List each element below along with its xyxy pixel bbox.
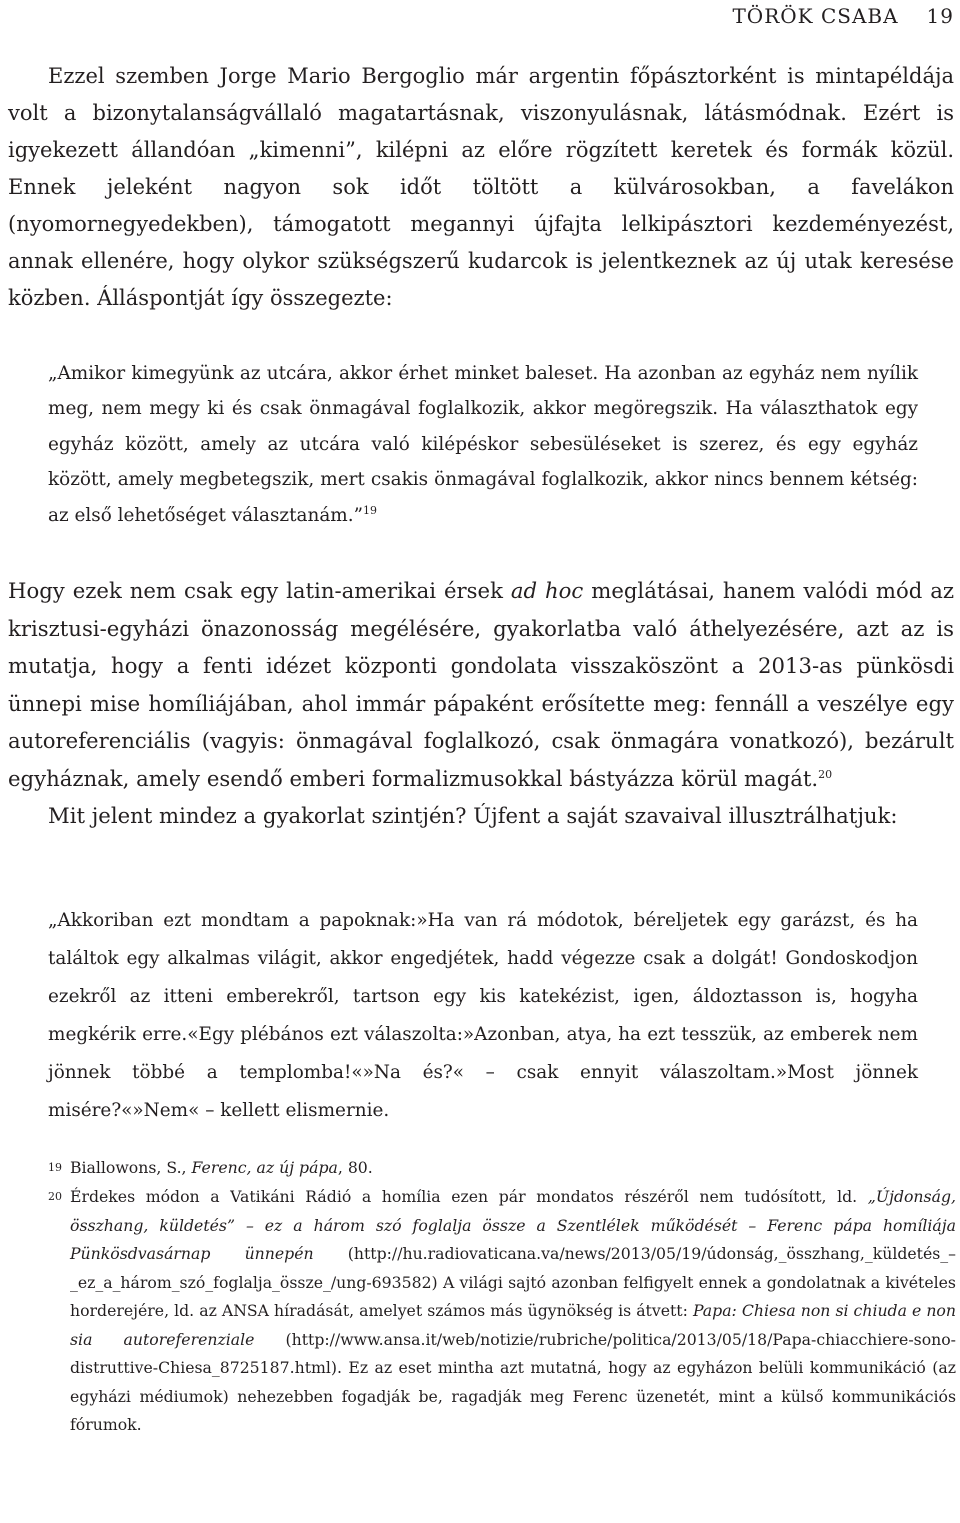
paragraph-2-text-a: Hogy ezek nem csak egy latin-amerikai érsek [8,578,511,603]
paragraph-1-text: Ezzel szemben Jorge Mario Bergoglio már argentin főpásztorként is mintapéldája volt a bizonytalanságvállaló magatartásnak, viszonyulásnak, látásmódnak. Ezért is igyekezett állandóan „kimenni”, kilépni az előre rögzített keretek és formák közül. Ennek jeleként nagyon sok időt töltött a külvárosokban, a favelákon (nyomornegyedekben), támogatott megannyi újfajta lelkipásztori kezdeményezést, annak ellenére, hogy olykor szükségszerű kudarcok is jelentkeznek az új utak keresése közben. Álláspontját így összegezte: [8,64,954,310]
footnote-19-body [70,1154,956,1183]
footnote-20-url1[interactable]: (http://hu.radiovaticana.va/news/2013/05/19/údonság,_összhang,_küldetés_–_ez_a_három_szó_foglalja_össze_/ung-693582) [70,1244,956,1292]
footnote-20-title-italic: „Újdonság, összhang, küldetés” – ez a három szó foglalja össze a Szentlélek működését – Ferenc pápa homíliája Pünkösdvasárnap ünnepén [70,1187,956,1263]
paragraph-2 [8,572,954,835]
block-quote-2 [48,902,918,1130]
footnote-20 [48,1183,956,1440]
paragraph-2-italic: ad hoc [510,578,584,603]
footnote-ref-19[interactable]: 19 [362,503,377,517]
footnote-ref-20[interactable]: 20 [818,767,833,781]
paragraph-1 [8,58,954,317]
footnote-20-number: 20 [48,1190,62,1203]
block-quote-2-text: „Akkoriban ezt mondtam a papoknak:»Ha van rá módotok, béreljetek egy garázst, és ha találtok egy alkalmas világit, akkor engedjétek, hadd végezze csak a dolgát! Gondoskodjon ezekről az itteni emberekről, tartson egy kis katekézist, igen, áldoztasson is, hogyha megkérik erre.«Egy plébános ezt válaszolta:»Azonban, atya, ha ezt tesszük, az emberek nem jönnek többé a templomba!«»Na és?« – csak ennyit válaszoltam.»Most jönnek misére?«»Nem« – kellett elismernie. [48,910,918,1121]
paragraph-3-text: Mit jelent mindez a gyakorlat szintjén? Újfent a saját szavaival illusztrálhatjuk: [48,803,898,828]
footnote-19-number: 19 [48,1161,62,1174]
block-quote-1-text: „Amikor kimegyünk az utcára, akkor érhet minket baleset. Ha azonban az egyház nem nyílik meg, nem megy ki és csak önmagával foglalkozik, akkor megöregszik. Ha választhatok egy egyház között, amely az utcára való kilépéskor sebesüléseket is szerez, és egy egyház között, amely megbetegszik, mert csakis önmagával foglalkozik, akkor nincs bennem kétség: az első lehetőséget választanám.” [48,363,918,526]
footnote-19-text-b: , 80. [337,1158,373,1177]
footnote-20-line2-b: (http://www.ansa.it/web/notizie/rubriche/politica/2013/05/18/Papa-chiacchiere-sono-distruttive-Chiesa_8725187.html). Ez az eset mintha azt mutatná, hogy az egyházon belüli kommunikáció (az egyházi médiumok) nehezebben fogadják be, ragadják meg Ferenc üzenetét, mint a külső kommunikációs fórumok. [70,1329,956,1434]
running-header-author: TÖRÖK CSABA [732,4,899,28]
footnote-20-line2-italic: Papa: Chiesa non si chiuda e non sia autoreferenziale [70,1301,956,1349]
footnote-20-line2-a: A világi sajtó azonban felfigyelt ennek a gondolatnak a kivételes horderejére, ld. az ANSA híradását, amelyet számos más ügynökség is átvett: [70,1272,956,1320]
footnote-20-line1: Érdekes módon a Vatikáni Rádió a homília ezen pár mondatos részéről nem tudósított, ld. [70,1187,858,1206]
block-quote-1 [48,356,918,533]
page-number: 19 [926,4,954,28]
running-header [732,4,954,28]
paragraph-2-text-b: meglátásai, hanem valódi mód az krisztusi-egyházi önazonosság megélésére, gyakorlatba való áthelyezésére, azt az is mutatja, hogy a fenti idézet központi gondolata visszaköszönt a 2013-as pünkösdi ünnepi mise homíliájában, ahol immár pápaként erősítette meg: fennáll a veszélye egy autoreferenciális (vagyis: önmagával foglalkozó, csak önmagára vonatkozó), bezárult egyháznak, amely esendő emberi formalizmusokkal bástyázza körül magát. [8,578,955,791]
footnote-19-text-a: Biallowons, S., [70,1158,192,1177]
footnote-20-body [70,1183,956,1440]
footnote-19-italic: Ferenc, az új pápa [191,1158,338,1177]
footnote-19 [48,1154,956,1183]
